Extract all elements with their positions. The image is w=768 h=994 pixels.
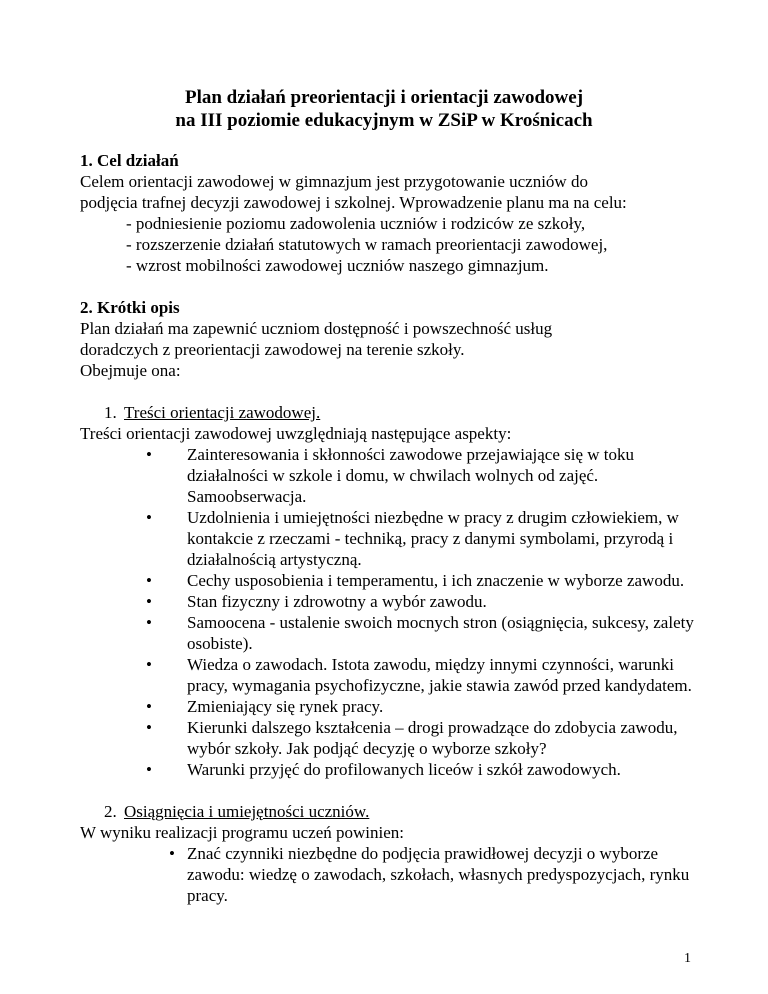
bullet-icon: • [146, 760, 152, 779]
document-title [0, 86, 768, 132]
numbered-item-2-number: 2. [104, 802, 117, 821]
list-item: • Samoocena - ustalenie swoich mocnych stron (osiągnięcia, sukcesy, zalety osobiste). [146, 613, 694, 653]
bullet-icon: • [146, 655, 152, 674]
bullet-icon: • [146, 613, 152, 632]
section-1-goal-item: - wzrost mobilności zawodowej uczniów naszego gimnazjum. [126, 256, 549, 275]
bullet-icon: • [146, 445, 152, 464]
section-1-goal-item: - podniesienie poziomu zadowolenia uczniów i rodziców ze szkoły, [126, 214, 586, 233]
section-2-heading: 2. Krótki opis [80, 298, 180, 317]
list-1-intro: Treści orientacji zawodowej uwzględniają następujące aspekty: [80, 424, 512, 443]
list-item: • Zmieniający się rynek pracy. [146, 697, 384, 716]
numbered-item-2-title: Osiągnięcia i umiejętności uczniów. [124, 802, 370, 821]
bullet-icon: • [146, 697, 152, 716]
document-body [80, 150, 700, 906]
bullet-icon: • [146, 571, 152, 590]
list-item: • Uzdolnienia i umiejętności niezbędne w pracy z drugim człowiekiem, w kontakcie z rzeczami - techniką, pracy z danymi symbolami, przyrodą i działalnością artystyczną. [146, 508, 679, 569]
section-1-paragraph-line-2: podjęcia trafnej decyzji zawodowej i szkolnej. Wprowadzenie planu ma na celu: [80, 193, 627, 212]
bullet-icon: • [169, 844, 175, 863]
list-2-bullets [80, 843, 700, 906]
section-1-goal-item: - rozszerzenie działań statutowych w ramach preorientacji zawodowej, [126, 235, 608, 254]
list-item: • Zainteresowania i skłonności zawodowe przejawiające się w toku działalności w szkole i domu, w chwilach wolnych od zajęć. Samoobserwacja. [146, 445, 635, 506]
numbered-item-1 [80, 402, 700, 423]
list-item: • Znać czynniki niezbędne do podjęcia prawidłowej decyzji o wyborze zawodu: wiedzę o zawodach, szkołach, własnych predyspozycjach, rynku pracy. [169, 844, 690, 905]
title-line-1: Plan działań preorientacji i orientacji zawodowej [184, 87, 584, 108]
list-2-intro: W wyniku realizacji programu uczeń powinien: [80, 823, 404, 842]
numbered-item-1-number: 1. [104, 403, 117, 422]
list-1-bullets [80, 444, 700, 780]
bullet-icon: • [146, 508, 152, 527]
list-item: • Warunki przyjęć do profilowanych liceów i szkół zawodowych. [146, 760, 621, 779]
list-item: • Stan fizyczny i zdrowotny a wybór zawodu. [146, 592, 487, 611]
page-number: 1 [684, 951, 691, 966]
section-2-paragraph-line-2: doradczych z preorientacji zawodowej na terenie szkoły. [80, 340, 465, 359]
bullet-icon: • [146, 718, 152, 737]
list-item: • Wiedza o zawodach. Istota zawodu, między innymi czynności, warunki pracy, wymagania psychofizyczne, jakie stawia zawód przed kandydatem. [146, 655, 692, 695]
numbered-item-1-title: Treści orientacji zawodowej. [124, 403, 321, 422]
numbered-item-2 [80, 801, 700, 822]
bullet-icon: • [146, 592, 152, 611]
list-item: • Cechy usposobienia i temperamentu, i ich znaczenie w wyborze zawodu. [146, 571, 685, 590]
section-2-paragraph-line-1: Plan działań ma zapewnić uczniom dostępność i powszechność usług [80, 319, 553, 338]
title-line-2: na III poziomie edukacyjnym w ZSiP w Krośnicach [175, 110, 593, 131]
section-1-paragraph-line-1: Celem orientacji zawodowej w gimnazjum jest przygotowanie uczniów do [80, 172, 588, 191]
list-item: • Kierunki dalszego kształcenia – drogi prowadzące do zdobycia zawodu, wybór szkoły. Jak podjąć decyzję o wyborze szkoły? [146, 718, 678, 758]
section-2-paragraph-line-3: Obejmuje ona: [80, 361, 181, 380]
section-1-heading: 1. Cel działań [80, 151, 179, 170]
